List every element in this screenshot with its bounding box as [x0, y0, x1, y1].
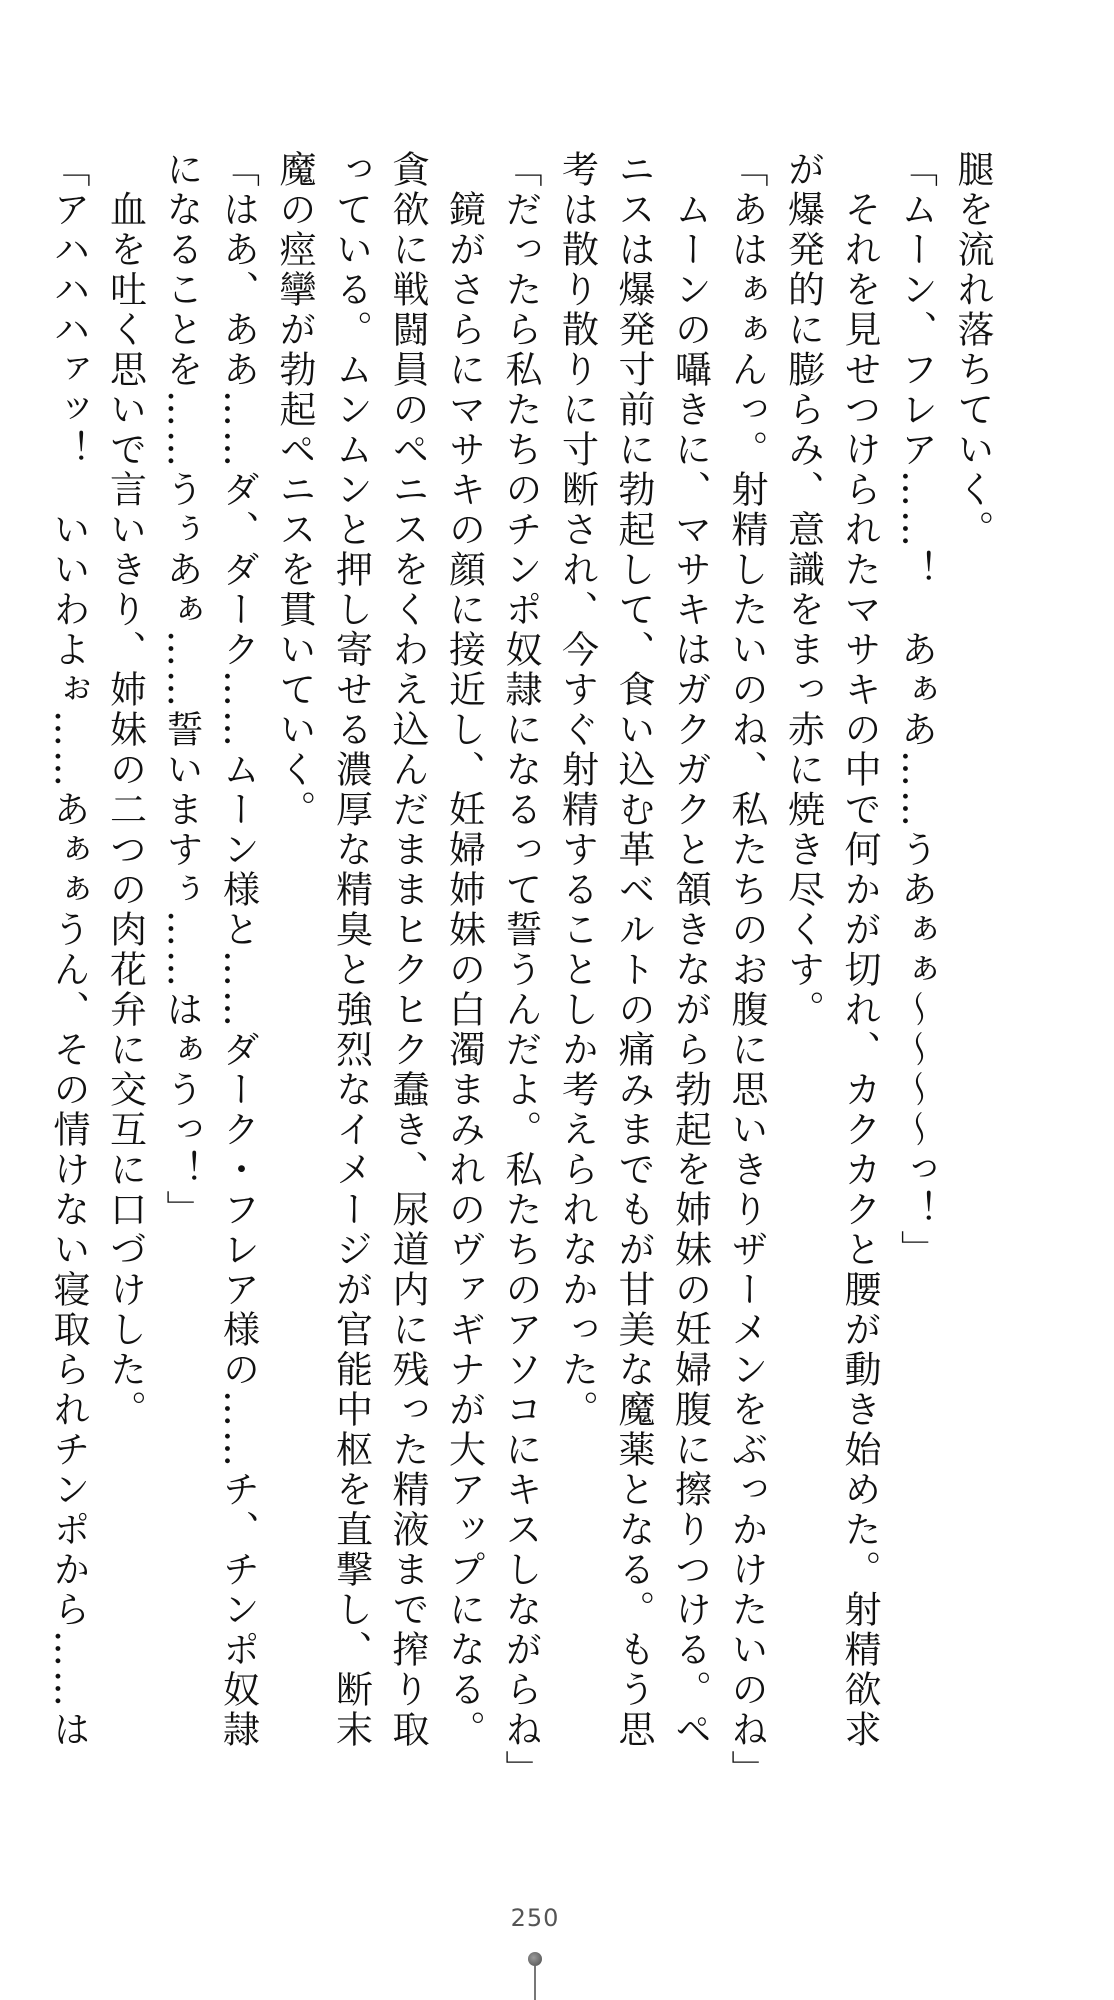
text-line: それを見せつけられたマサキの中で何かが切れ、カクカクと腰が動き始めた。射精欲求	[838, 150, 881, 1750]
text-line: 「アハハハァッ！ いいわよぉ……あぁぁうん、その情けない寝取られチンポから……は	[47, 150, 90, 1750]
text-line: 「はあ、ああ……ダ、ダーク……ムーン様と……ダーク・フレア様の……チ、チンポ奴隷	[216, 150, 260, 1750]
text-line: 「だったら私たちのチンポ奴隷になるって誓うんだよ。私たちのアソコにキスしながらね」	[499, 150, 542, 1790]
text-line: ムーンの囁きに、マサキはガクガクと頷きながら勃起を姉妹の妊婦腹に擦りつける。ペ	[668, 150, 712, 1750]
text-line: になることを……うぅあぁ……誓いますぅ……はぁうっ！」	[160, 150, 203, 1230]
text-line: が爆発的に膨らみ、意識をまっ赤に焼き尽くす。	[781, 150, 825, 1030]
text-line: 腿を流れ落ちていく。	[951, 150, 994, 550]
text-line: 血を吐く思いで言いきり、姉妹の二つの肉花弁に交互に口づけした。	[103, 150, 147, 1430]
text-line: 魔の痙攣が勃起ペニスを貫いていく。	[273, 150, 316, 830]
text-line: 「あはぁぁんっ。射精したいのね、私たちのお腹に思いきりザーメンをぶっかけたいのね」	[725, 150, 768, 1790]
text-line: ニスは爆発寸前に勃起して、食い込む革ベルトの痛みまでもが甘美な魔薬となる。もう思	[612, 150, 655, 1750]
text-line: っている。ムンムンと押し寄せる濃厚な精臭と強烈なイメージが官能中枢を直撃し、断末	[329, 150, 373, 1750]
text-line: 鏡がさらにマサキの顔に接近し、妊婦姉妹の白濁まみれのヴァギナが大アップになる。	[442, 150, 486, 1750]
text-line: 貪欲に戦闘員のペニスをくわえ込んだままヒクヒク蠢き、尿道内に残った精液まで搾り取	[386, 150, 429, 1750]
text-line: 「ムーン、フレア……！ あぁあ……うあぁぁ～～～～っ！」	[894, 150, 938, 1270]
page-marker-line	[534, 1966, 536, 2000]
page-marker-dot-icon	[528, 1952, 542, 1966]
text-line: 考は散り散りに寸断され、今すぐ射精することしか考えられなかった。	[555, 150, 599, 1430]
body-text	[47, 150, 1000, 1790]
page-number: 250	[510, 1904, 560, 1932]
